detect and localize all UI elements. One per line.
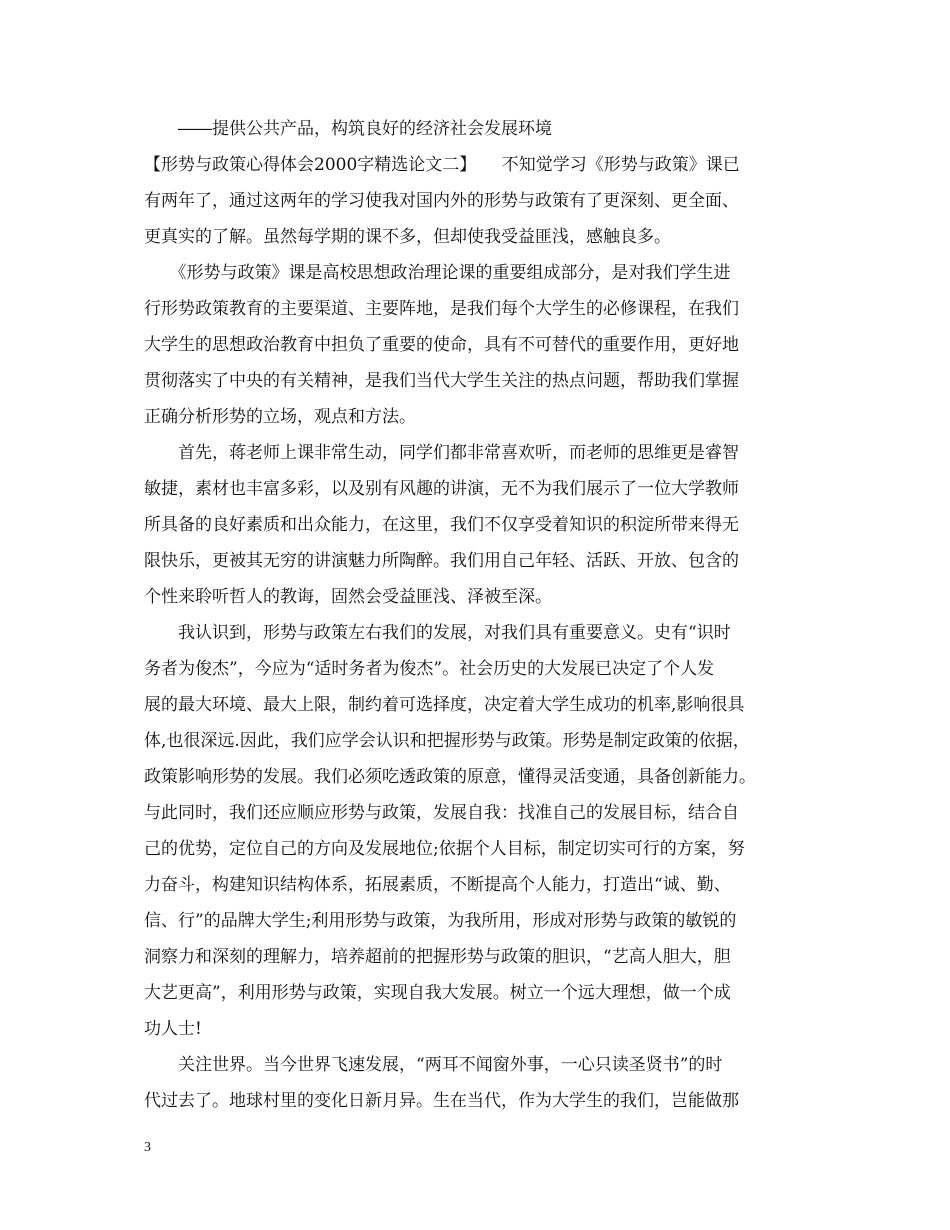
text-line: 功人士!: [144, 1019, 202, 1039]
text-line: 洞察力和深刻的理解力，培养超前的把握形势与政策的胆识，“艺高人胆大，胆: [144, 947, 731, 967]
text-line: 己的优势，定位自己的方向及发展地位;依据个人目标，制定切实可行的方案，努: [144, 839, 745, 859]
text-line: 贯彻落实了中央的有关精神，是我们当代大学生关注的热点问题，帮助我们掌握: [144, 371, 739, 391]
text-line: 展的最大环境、最大上限，制约着可选择度，决定着大学生成功的机率,影响很具: [144, 695, 745, 715]
text-line: 力奋斗，构建知识结构体系，拓展素质，不断提高个人能力，打造出“诚、勤、: [144, 875, 731, 895]
text-line: 务者为俊杰”，今应为“适时务者为俊杰”。社会历史的大发展已决定了个人发: [144, 659, 715, 679]
text-line: 行形势政策教育的主要渠道、主要阵地，是我们每个大学生的必修课程，在我们: [144, 299, 739, 319]
text-line: 【形势与政策心得体会2000字精选论文二】 不知觉学习《形势与政策》课已: [144, 155, 740, 175]
text-line: 正确分析形势的立场，观点和方法。: [144, 407, 416, 427]
text-line: 信、行”的品牌大学生;利用形势与政策，为我所用，形成对形势与政策的敏锐的: [144, 911, 737, 931]
text-line: 个性来聆听哲人的教诲，固然会受益匪浅、泽被至深。: [144, 587, 552, 607]
text-line: 首先，蒋老师上课非常生动，同学们都非常喜欢听，而老师的思维更是睿智: [144, 443, 739, 463]
text-line: 体,也很深远.因此，我们应学会认识和把握形势与政策。形势是制定政策的依据，: [144, 731, 750, 751]
text-line: 我认识到，形势与政策左右我们的发展，对我们具有重要意义。史有“识时: [144, 623, 731, 643]
page-number: 3: [144, 1140, 151, 1155]
text-line: 所具备的良好素质和出众能力，在这里，我们不仅享受着知识的积淀所带来得无: [144, 515, 739, 535]
text-line: 政策影响形势的发展。我们必须吃透政策的原意，懂得灵活变通，具备创新能力。: [144, 767, 756, 787]
text-line: 《形势与政策》课是高校思想政治理论课的重要组成部分，是对我们学生进: [144, 263, 731, 283]
text-line: 代过去了。地球村里的变化日新月异。生在当代，作为大学生的我们，岂能做那: [144, 1091, 739, 1111]
text-line: ――提供公共产品，构筑良好的经济社会发展环境: [144, 119, 552, 139]
text-line: 有两年了，通过这两年的学习使我对国内外的形势与政策有了更深刻、更全面、: [144, 191, 739, 211]
text-line: 关注世界。当今世界飞速发展，“两耳不闻窗外事，一心只读圣贤书”的时: [144, 1055, 723, 1075]
text-line: 大艺更高”，利用形势与政策，实现自我大发展。树立一个远大理想，做一个成: [144, 983, 731, 1003]
text-line: 更真实的了解。虽然每学期的课不多，但却使我受益匪浅，感触良多。: [144, 227, 671, 247]
text-line: 限快乐，更被其无穷的讲演魅力所陶醉。我们用自己年轻、活跃、开放、包含的: [144, 551, 739, 571]
text-line: 大学生的思想政治教育中担负了重要的使命，具有不可替代的重要作用，更好地: [144, 335, 739, 355]
text-line: 与此同时，我们还应顺应形势与政策，发展自我：找准自己的发展目标，结合自: [144, 803, 739, 823]
text-line: 敏捷，素材也丰富多彩，以及别有风趣的讲演，无不为我们展示了一位大学教师: [144, 479, 739, 499]
